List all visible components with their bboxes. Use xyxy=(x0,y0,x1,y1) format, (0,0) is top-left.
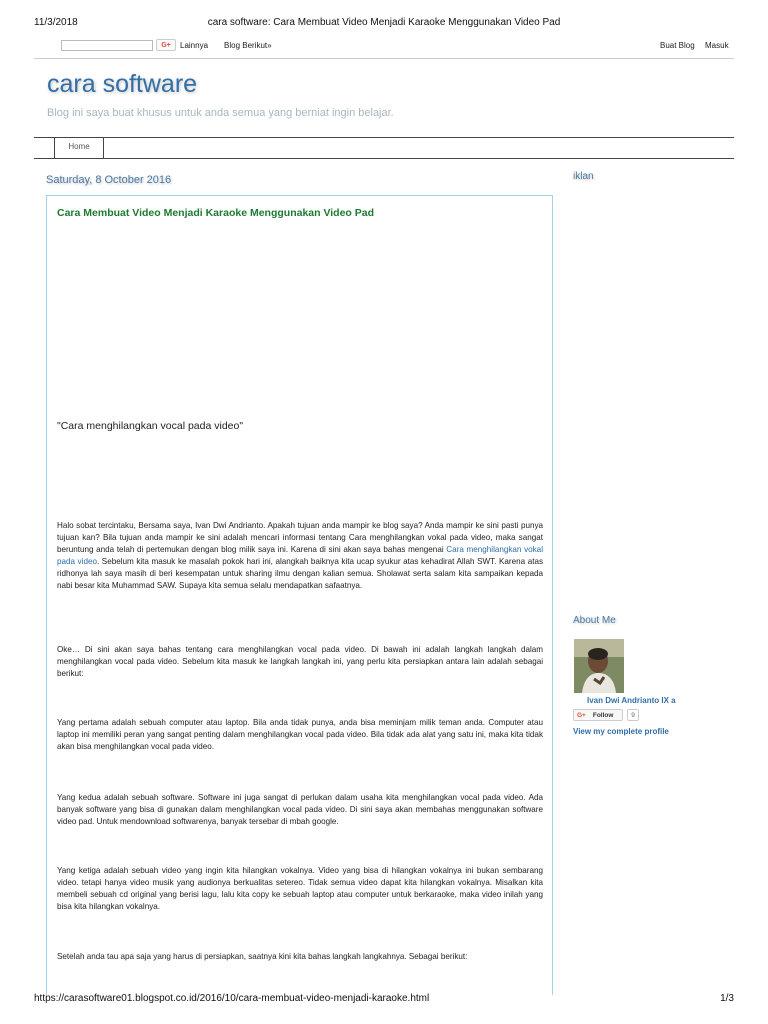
post-paragraph: Oke… Di sini akan saya bahas tentang cara menghilangkan vocal pada video. Di bawah ini adalah langkah langkah dalam menghilangkan vocal pada video. Sebelum kita masuk ke langkah langkah ini, yang perlu kita persiapkan antara lain adalah sebagai berikut: xyxy=(57,645,543,678)
complete-profile-link[interactable]: View my complete profile xyxy=(573,727,669,736)
vocal-removal-link[interactable]: Cara menghilangkan vokal pada video xyxy=(57,544,543,566)
more-link[interactable]: Lainnya xyxy=(180,41,209,50)
post-body xyxy=(46,195,553,995)
tab-home[interactable]: Home xyxy=(54,138,104,158)
print-url: https://carasoftware01.blogspot.co.id/2016/10/cara-membuat-video-menjadi-karaoke.html xyxy=(34,993,430,1004)
paragraph-text: Halo sobat tercintaku, Bersama saya, Ivan Dwi Andrianto. Apakah tujuan anda mampir ke blog saya? Anda mampir ke sini pasti punya tujuan kan? Bila tujuan anda mampir ke sini adalah mencari informasi tentang Cara menghilangkan vokal pada video, maka sangat beruntung anda telah di pertemukan dengan blog milik saya ini. Karena di sini akan saya bahas mengenai xyxy=(57,521,543,554)
paragraph-text: . Sebelum kita masuk ke masalah pokok hari ini, alangkah baiknya kita ucap syukur atas kehadirat Allah SWT. Karena atas ridhonya lah saya masih di beri kesempatan untuk sharing ilmu dengan kalian semua. Sholawat serta salam kita sampaikan kepada nabi besar kita Muhammad SAW. Supaya kita semua selalu mendapatkan safaatnya. xyxy=(57,556,543,590)
post-quote: "Cara menghilangkan vocal pada video" xyxy=(57,420,244,432)
profile-name-link[interactable]: Ivan Dwi Andrianto IX a xyxy=(587,696,676,705)
header-divider xyxy=(34,58,734,59)
post-paragraph: Yang pertama adalah sebuah computer atau laptop. Bila anda tidak punya, anda bisa meminjam milik teman anda. Computer atau laptop ini memiliki peran yang sangat penting dalam menghilangkan vocal pada video. Bila tidak ada alat yang satu ini, maka kita tidak akan bisa menghilangkan vocal pada video. xyxy=(57,718,543,751)
post-title[interactable]: Cara Membuat Video Menjadi Karaoke Menggunakan Video Pad xyxy=(57,207,375,219)
follower-count: 9 xyxy=(627,709,639,721)
post-paragraph: Yang kedua adalah sebuah software. Software ini juga sangat di perlukan dalam usaha kita menghilangkan vocal pada video. Ada banyak software yang bisa di gunakan dalam menghilangkan vocal pada video. Di sini saya akan membahas menggunakan software video pad. Untuk mendownload softwarenya, banyak tersebar di mbah google. xyxy=(57,793,543,826)
post-date: Saturday, 8 October 2016 xyxy=(46,174,172,186)
blogger-navbar xyxy=(34,39,734,55)
follow-button[interactable] xyxy=(573,709,623,721)
avatar[interactable] xyxy=(574,639,624,693)
search-input[interactable] xyxy=(61,40,153,51)
print-page-number: 1/3 xyxy=(720,993,734,1004)
about-me-heading: About Me xyxy=(573,615,616,626)
page-tabs xyxy=(34,137,734,159)
print-title: cara software: Cara Membuat Video Menjadi Karaoke Menggunakan Video Pad xyxy=(207,17,561,28)
post-paragraph: Yang ketiga adalah sebuah video yang ingin kita hilangkan vokalnya. Video yang bisa di hilangkan vokalnya ini bukan sembarang video. tetapi hanya video musik yang audionya berkualitas setereo. Tidak semua video dapat kita hilangkan vokalnya. Misalkan kita membeli sebuah cd original yang berisi lagu, lalu kita copy ke sebuah laptop atau computer untuk berkaraoke, maka video inilah yang bisa kita hilangkan vokalnya. xyxy=(57,866,543,911)
sign-in-link[interactable]: Masuk xyxy=(705,41,729,50)
blog-title[interactable]: cara software xyxy=(47,70,198,98)
create-blog-link[interactable]: Buat Blog xyxy=(660,41,695,50)
google-plus-button[interactable]: G+ xyxy=(156,39,176,51)
sidebar-iklan-heading: iklan xyxy=(573,171,594,182)
next-blog-link[interactable]: Blog Berikut» xyxy=(224,41,272,50)
post-paragraph xyxy=(57,520,543,591)
print-date: 11/3/2018 xyxy=(34,17,78,28)
follow-label: Follow xyxy=(592,712,614,719)
blog-description: Blog ini saya buat khusus untuk anda semua yang berniat ingin belajar. xyxy=(47,107,394,119)
post-paragraph: Setelah anda tau apa saja yang harus di persiapkan, saatnya kini kita bahas langkah langkahnya. Sebagai berikut: xyxy=(57,952,468,961)
google-plus-icon: G+ xyxy=(577,712,586,719)
